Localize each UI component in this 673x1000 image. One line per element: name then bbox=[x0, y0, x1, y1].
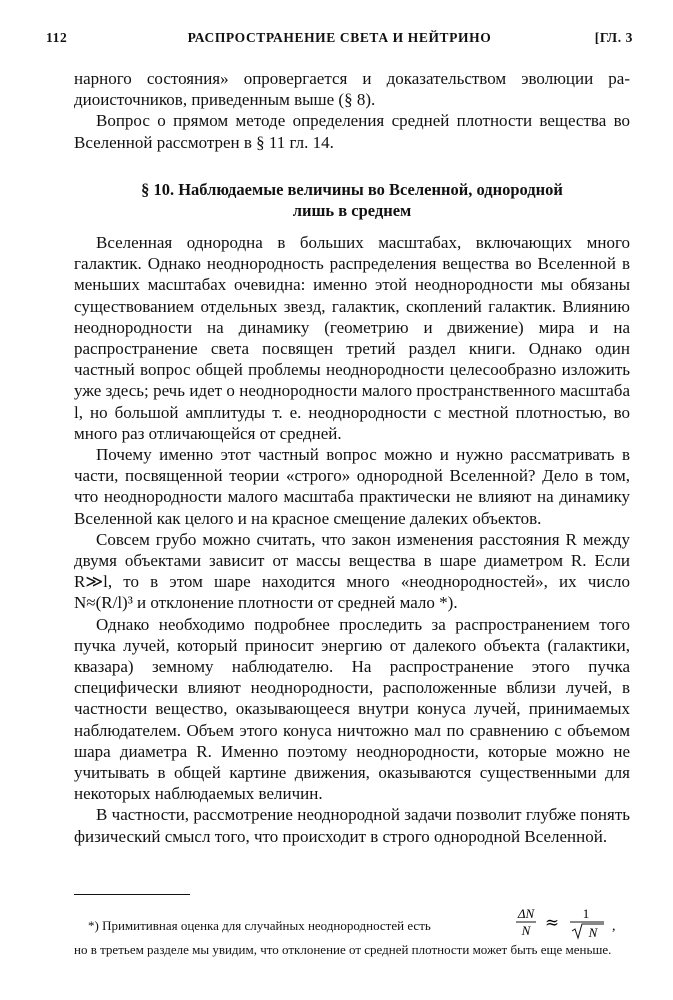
intro-paragraph-1: нарного состояния» опровергается и доказательством эволюции радиоисточников, приведенным выше (§ 8). bbox=[74, 69, 630, 110]
formula-comma: , bbox=[612, 919, 616, 934]
running-title: РАСПРОСТРАНЕНИЕ СВЕТА И НЕЙТРИНО bbox=[187, 30, 492, 45]
formula-approx: ≈ bbox=[544, 913, 560, 933]
section-heading-line-1: § 10. Наблюдаемые величины во Вселенной, однородной bbox=[141, 180, 563, 199]
formula-one: 1 bbox=[582, 906, 590, 921]
footnote-separator bbox=[74, 894, 190, 895]
chapter-label: [ГЛ. 3 bbox=[594, 30, 633, 45]
footnote-continuation-text: но в третьем разделе мы увидим, что отклонение от средней плотности может быть еще меньше. bbox=[74, 942, 612, 957]
body-paragraph-4: Однако необходимо подробнее проследить за распространением того пучка лучей, который приносит энергию от далекого объекта (галактики, квазара) земному наблюдателю. На распространение этого пучка специфически влияют неоднородности, расположенные вблизи лучей, в частности вещество, оказывающееся внутри конуса лучей, принимаемых наблюдателем. Объем этого конуса ничтожно мал по сравнению с объемом шара диаметра R. Именно поэтому неоднородности, которые можно не учитывать в общей картине движения, оказываются существенными для некоторых наблюдаемых величин. bbox=[74, 614, 630, 804]
footnote-continuation bbox=[74, 941, 630, 958]
running-header bbox=[46, 30, 633, 52]
body-paragraph-2: Почему именно этот частный вопрос можно и нужно рассматривать в части, посвященной теории «строго» однородной Вселенной? Дело в том, что неоднородности малого масштаба практически не влияют на динамику Вселенной как целого и на красное смещение далеких объектов. bbox=[74, 445, 630, 528]
intro-text bbox=[74, 68, 630, 153]
footnote-first-line bbox=[74, 906, 630, 940]
formula-sqrt-variable: N bbox=[588, 925, 598, 940]
body-paragraph-3: Совсем грубо можно считать, что закон изменения расстояния R между двумя объектами зависит от массы вещества в шаре диаметром R. Если R≫l, то в этом шаре находится много «неоднородностей», их число N≈(R/l)³ и отклонение плотности от средней мало *). bbox=[74, 529, 630, 613]
footnote-text: *) Примитивная оценка для случайных неоднородностей есть bbox=[88, 918, 431, 933]
body-paragraph-1: Вселенная однородна в больших масштабах, включающих много галактик. Однако неоднородность распределения вещества во Вселенной в меньших масштабах очевидна: именно этой неоднородности мы обязаны существованием отдельных звезд, галактик, скоплений галактик. Влиянию неоднородности на динамику (геометрию и движение) мира и на распространение света посвящен третий раздел книги. Однако один частный вопрос общей проблемы неоднородности целесообразно изложить уже здесь; речь идет о неоднородности малого пространственного масштаба l, но большой амплитуды т. е. неоднородности с местной плотностью, во много раз отличающейся от средней. bbox=[74, 233, 630, 443]
formula-numerator: ΔN bbox=[517, 906, 535, 921]
page-number: 112 bbox=[46, 30, 68, 45]
section-heading bbox=[74, 179, 630, 221]
body-paragraph-5: В частности, рассмотрение неоднородной задачи позволит глубже понять физический смысл того, что происходит в строго однородной Вселенной. bbox=[74, 805, 630, 846]
section-body bbox=[74, 232, 630, 847]
formula-denominator: N bbox=[521, 923, 531, 938]
section-heading-line-2: лишь в среднем bbox=[292, 201, 412, 220]
footnote-formula bbox=[512, 906, 630, 940]
intro-paragraph-2: Вопрос о прямом методе определения средней плотности вещества во Вселенной рассмотрен в § 11 гл. 14. bbox=[74, 111, 630, 152]
